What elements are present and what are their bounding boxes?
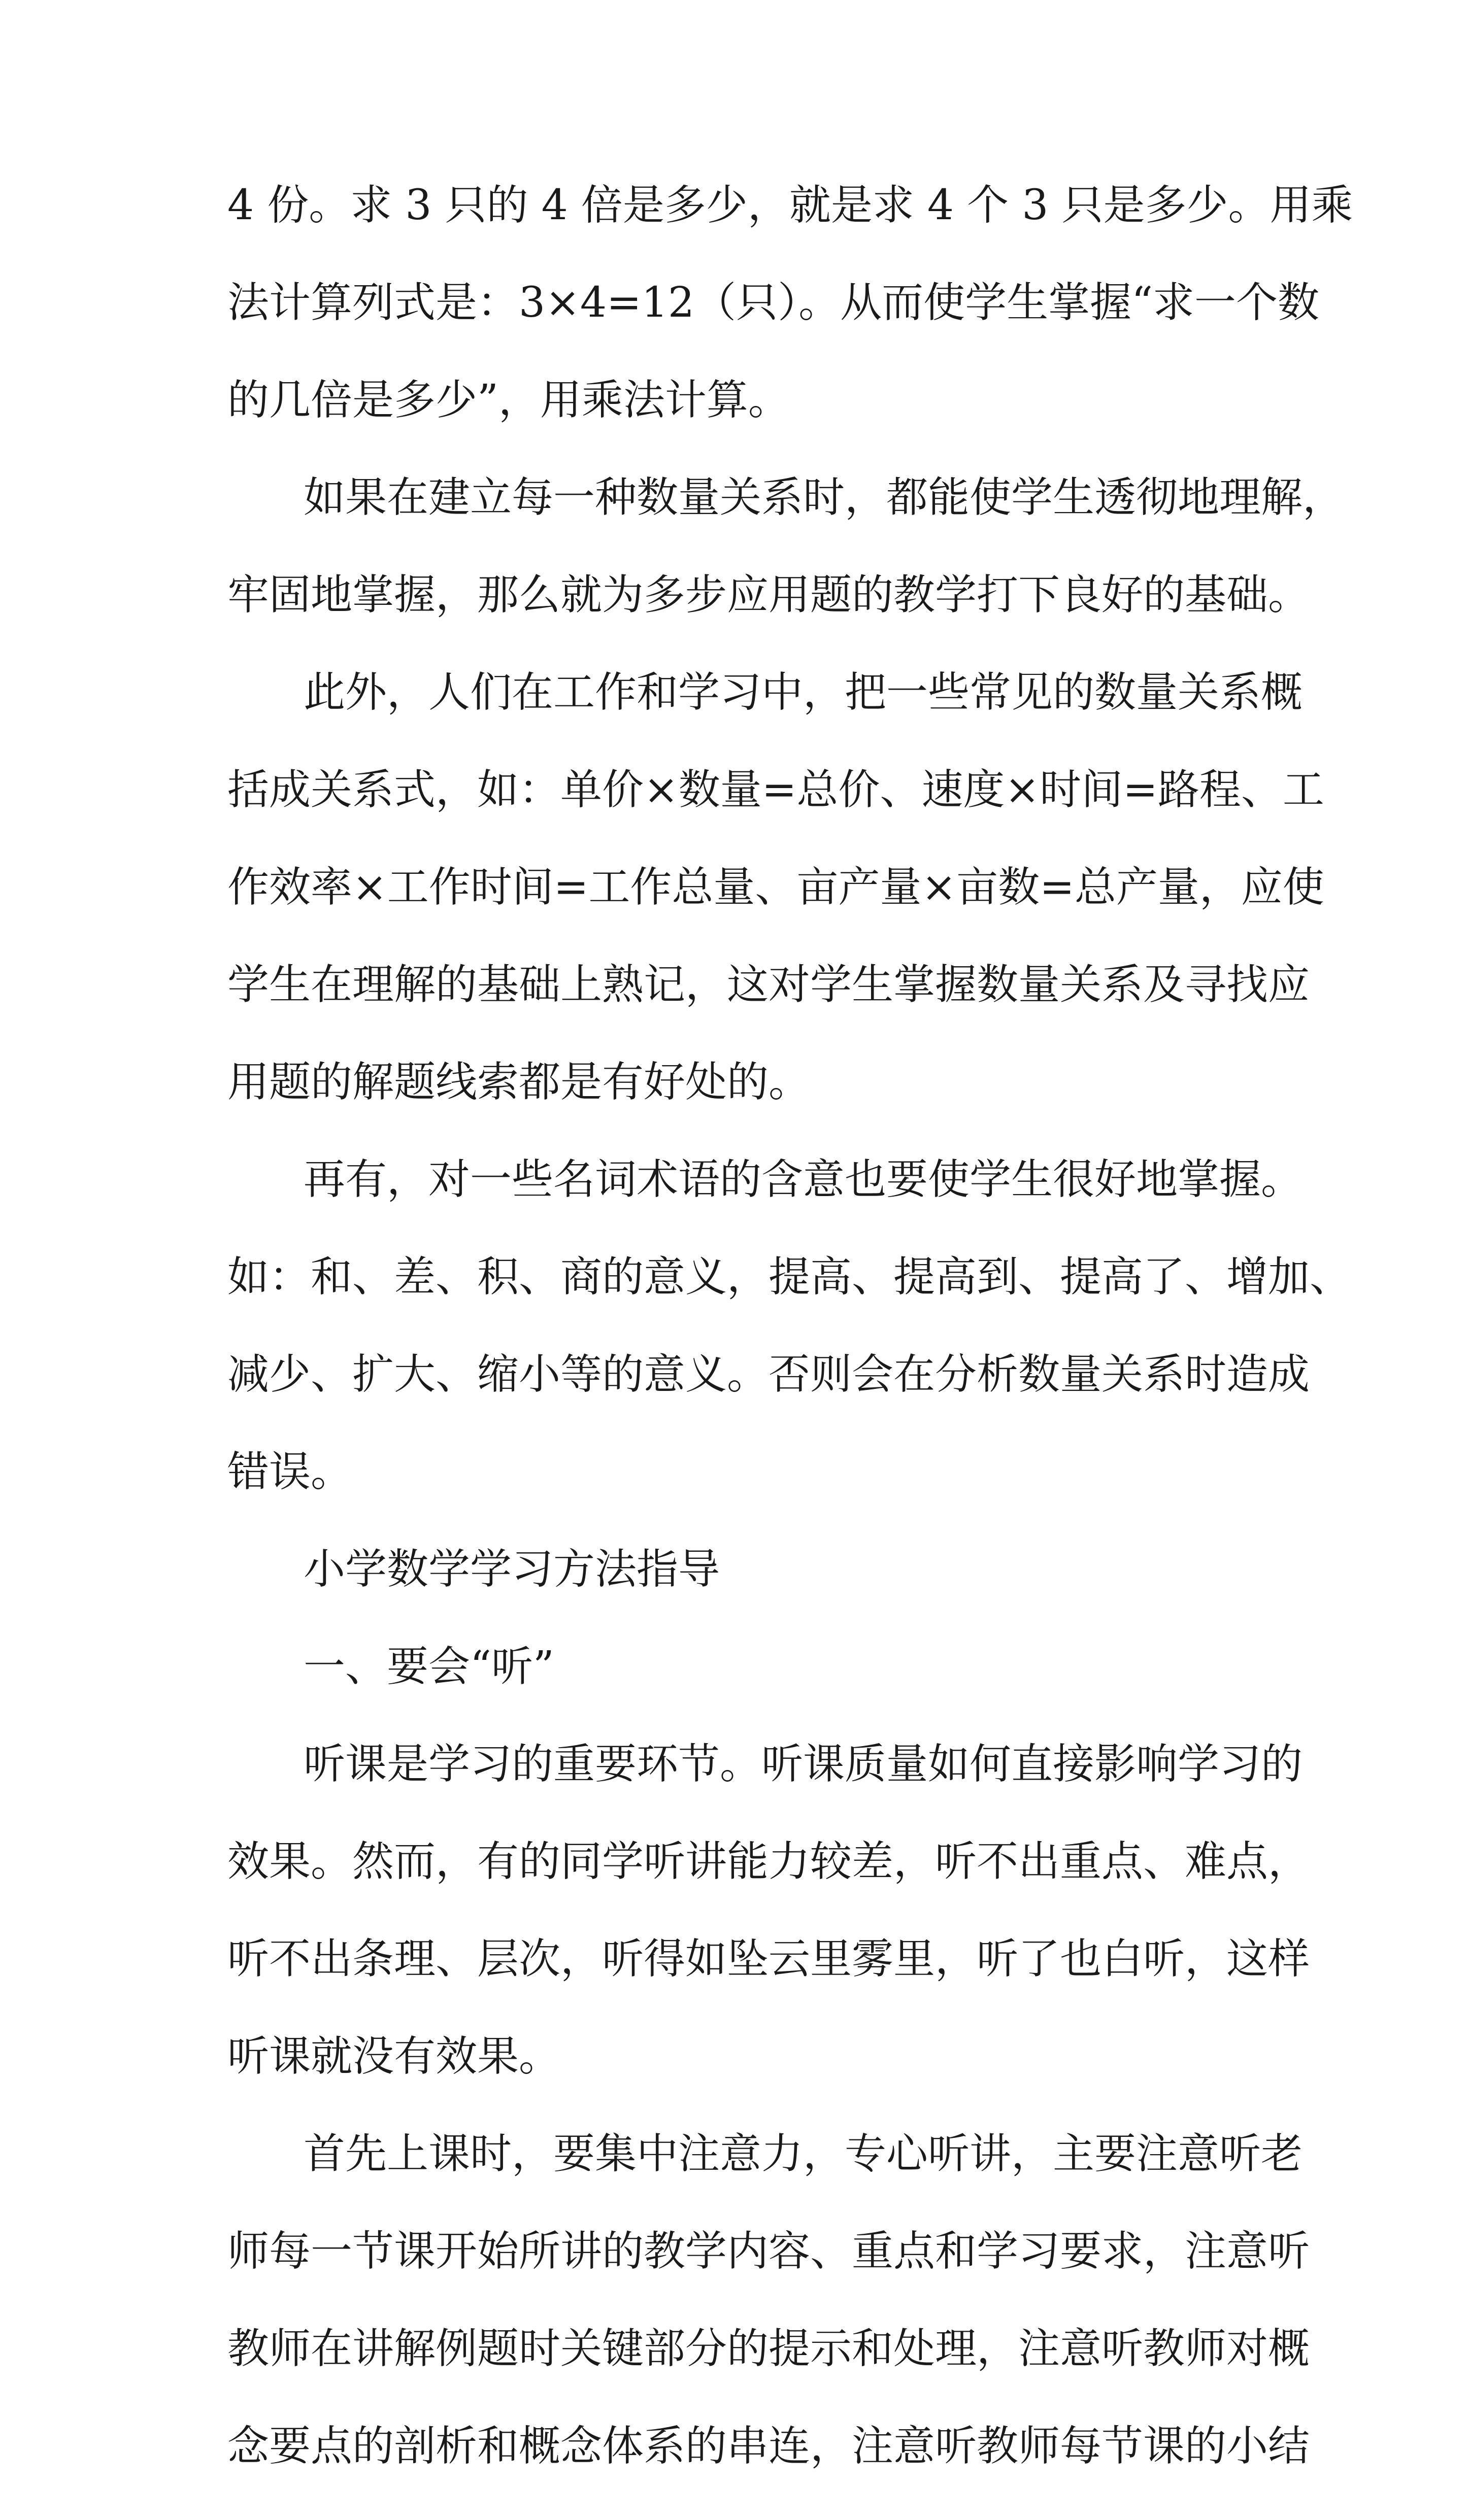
text-line: 4 份。求 3 只的 4 倍是多少，就是求 4 个 3 只是多少。用乘 — [227, 181, 1353, 229]
text-line: 此外，人们在工作和学习中，把一些常见的数量关系概 — [304, 668, 1303, 717]
text-line: 括成关系式，如：单价×数量=总价、速度×时间=路程、工 — [227, 766, 1324, 814]
text-line: 如果在建立每一种数量关系时，都能使学生透彻地理解， — [304, 473, 1345, 522]
text-line: 错误。 — [227, 1448, 353, 1496]
text-line: 教师在讲解例题时关键部分的提示和处理，注意听教师对概 — [227, 2325, 1310, 2373]
text-line: 作效率×工作时间=工作总量、亩产量×亩数=总产量，应使 — [227, 863, 1324, 911]
text-line: 法计算列式是：3×4=12（只）。从而使学生掌握“求一个数 — [227, 279, 1320, 327]
text-line: 用题的解题线索都是有好处的。 — [227, 1058, 811, 1106]
text-line: 念要点的剖析和概念体系的串连，注意听教师每节课的小结 — [227, 2422, 1310, 2470]
text-line: 学生在理解的基础上熟记，这对学生掌握数量关系及寻找应 — [227, 961, 1310, 1009]
text-line: 听课就没有效果。 — [227, 2032, 561, 2081]
text-line: 再有，对一些名词术语的含意也要使学生很好地掌握。 — [304, 1155, 1303, 1204]
document-body — [227, 181, 1353, 2520]
text-line: 减少、扩大、缩小等的意义。否则会在分析数量关系时造成 — [227, 1350, 1310, 1399]
text-line: 如：和、差、积、商的意义，提高、提高到、提高了、增加、 — [227, 1253, 1352, 1301]
text-line: 牢固地掌握，那么就为多步应用题的教学打下良好的基础。 — [227, 571, 1310, 619]
text-line: 的几倍是多少”，用乘法计算。 — [227, 376, 790, 424]
text-line: 听课是学习的重要环节。听课质量如何直接影响学习的 — [304, 1740, 1303, 1788]
text-line: 师每一节课开始所讲的教学内容、重点和学习要求，注意听 — [227, 2227, 1310, 2275]
subsection-heading: 一、要会“听” — [304, 1643, 554, 1691]
section-heading: 小学数学学习方法指导 — [304, 1545, 720, 1593]
text-line: 首先上课时，要集中注意力，专心听讲，主要注意听老 — [304, 2130, 1303, 2178]
text-line: 听不出条理、层次，听得如坠云里雾里，听了也白听，这样 — [227, 1935, 1310, 1983]
text-line: 效果。然而，有的同学听讲能力较差，听不出重点、难点， — [227, 1837, 1310, 1886]
